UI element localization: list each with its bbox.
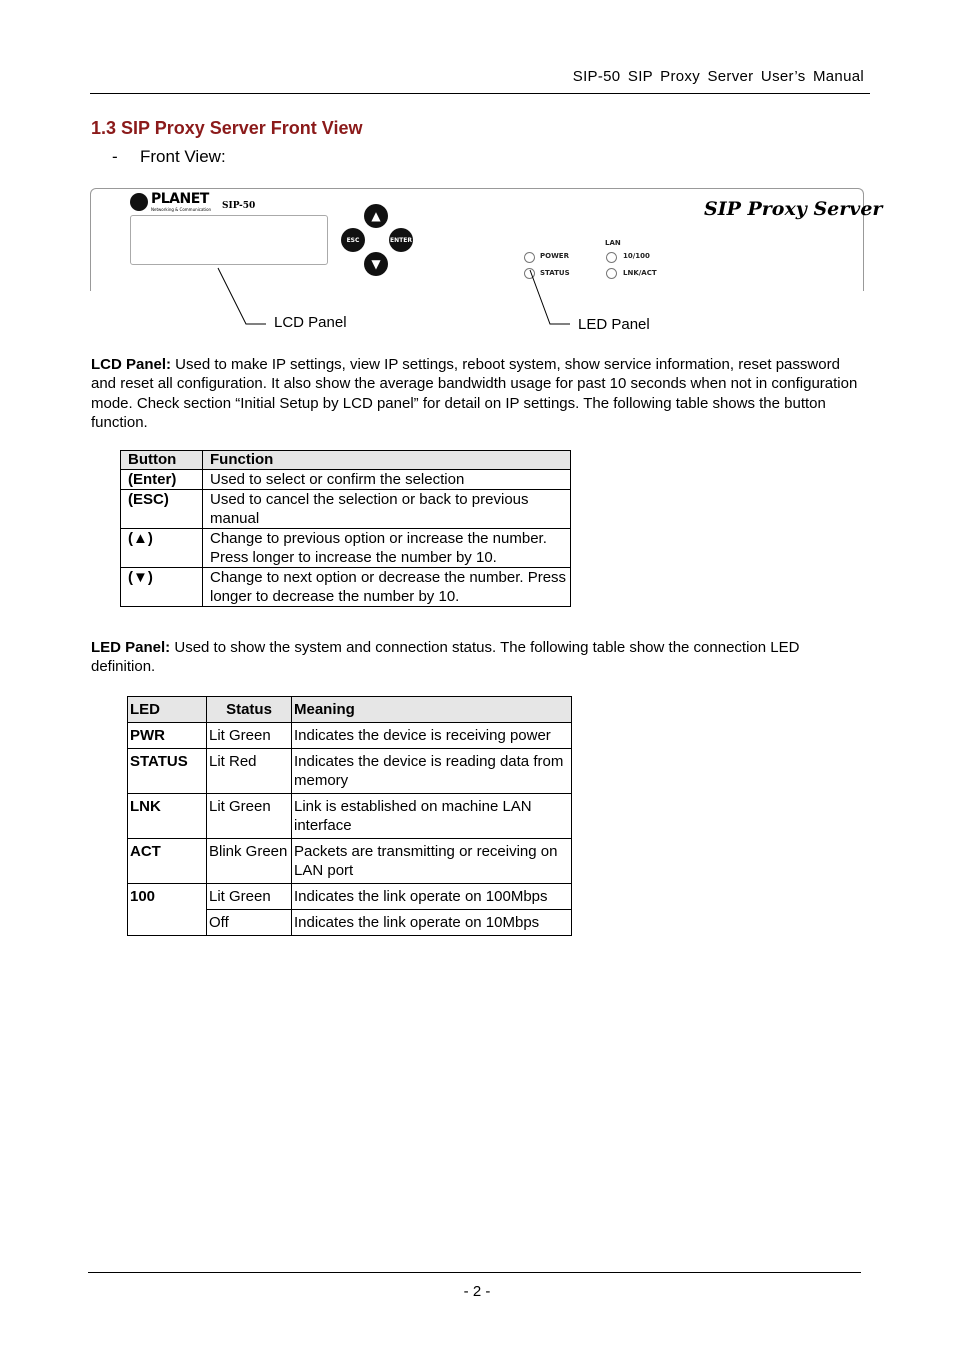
table-row	[128, 723, 572, 749]
lan-label: LAN	[605, 239, 621, 247]
led-cell: LNK	[128, 794, 207, 839]
led-definition-table	[127, 696, 572, 936]
table-row	[128, 839, 572, 884]
status-cell: Lit Green	[207, 723, 292, 749]
led-cell: STATUS	[128, 749, 207, 794]
function-cell: Used to cancel the selection or back to previous manual	[203, 490, 571, 529]
product-brand: SIP Proxy Server	[704, 198, 883, 220]
meaning-cell: Indicates the device is reading data from memory	[292, 749, 572, 794]
table-row	[121, 529, 571, 568]
lnk-act-led-label: LNK/ACT	[623, 269, 657, 277]
function-cell: Change to next option or decrease the number. Press longer to decrease the number by 10.	[203, 568, 571, 607]
lcd-panel-label: LCD Panel:	[91, 356, 172, 373]
table-row	[128, 794, 572, 839]
led-panel-callout: LED Panel	[578, 316, 650, 333]
button-function-table	[120, 450, 571, 607]
status-cell: Lit Green	[207, 884, 292, 910]
table-header-row	[121, 451, 571, 470]
bullet-text: Front View:	[140, 147, 226, 166]
status-cell: Blink Green	[207, 839, 292, 884]
enter-button: ENTER	[389, 228, 413, 252]
header-led: LED	[128, 697, 207, 723]
header-button: Button	[121, 451, 203, 470]
speed-led-label: 10/100	[623, 252, 650, 260]
status-led-label: STATUS	[540, 269, 570, 277]
down-button: ▼	[364, 252, 388, 276]
header-meaning: Meaning	[292, 697, 572, 723]
button-cell: (ESC)	[121, 490, 203, 529]
led-cell: 100	[128, 884, 207, 936]
status-cell: Off	[207, 910, 292, 936]
header-status: Status	[207, 697, 292, 723]
function-cell: Change to previous option or increase the number. Press longer to increase the number by 10.	[203, 529, 571, 568]
power-led-label: POWER	[540, 252, 569, 260]
meaning-cell: Link is established on machine LAN interface	[292, 794, 572, 839]
table-row	[128, 884, 572, 910]
lcd-panel-paragraph	[91, 355, 866, 432]
table-row	[121, 568, 571, 607]
button-cell: (Enter)	[121, 470, 203, 490]
led-panel-description: Used to show the system and connection status. The following table show the connection LED definition.	[91, 639, 800, 676]
table-row	[121, 470, 571, 490]
callout-lines	[0, 0, 954, 340]
esc-button: ESC	[341, 228, 365, 252]
button-cell: (▲)	[121, 529, 203, 568]
page-number: - 2 -	[463, 1283, 491, 1300]
meaning-cell: Indicates the device is receiving power	[292, 723, 572, 749]
lcd-panel-callout: LCD Panel	[274, 314, 347, 331]
meaning-cell: Indicates the link operate on 100Mbps	[292, 884, 572, 910]
table-header-row	[128, 697, 572, 723]
running-header: SIP-50 SIP Proxy Server User’s Manual	[572, 68, 864, 85]
status-cell: Lit Green	[207, 794, 292, 839]
up-button: ▲	[364, 204, 388, 228]
table-row	[128, 749, 572, 794]
footer-rule	[88, 1272, 861, 1273]
lcd-panel-description: Used to make IP settings, view IP settings, reboot system, show service information, reset password and reset all configuration. It also show the average bandwidth usage for past 10 seconds when not in configuration mode. Check section “Initial Setup by LCD panel” for detail on IP settings. The following table shows the button function.	[91, 356, 858, 431]
model-label: SIP-50	[222, 201, 256, 211]
led-cell: ACT	[128, 839, 207, 884]
led-panel-label: LED Panel:	[91, 639, 171, 656]
button-cell: (▼)	[121, 568, 203, 607]
led-cell: PWR	[128, 723, 207, 749]
function-cell: Used to select or confirm the selection	[203, 470, 571, 490]
led-panel-paragraph	[91, 638, 866, 677]
header-function: Function	[203, 451, 571, 470]
meaning-cell: Packets are transmitting or receiving on LAN port	[292, 839, 572, 884]
status-cell: Lit Red	[207, 749, 292, 794]
meaning-cell: Indicates the link operate on 10Mbps	[292, 910, 572, 936]
table-row	[121, 490, 571, 529]
led-callout-line	[530, 270, 570, 324]
logo-text: PLANET	[151, 191, 209, 207]
lcd-callout-line	[218, 268, 266, 324]
bullet-dash: -	[112, 147, 118, 166]
logo-subtitle: Networking & Communication	[151, 207, 212, 212]
section-title: 1.3 SIP Proxy Server Front View	[91, 118, 363, 138]
